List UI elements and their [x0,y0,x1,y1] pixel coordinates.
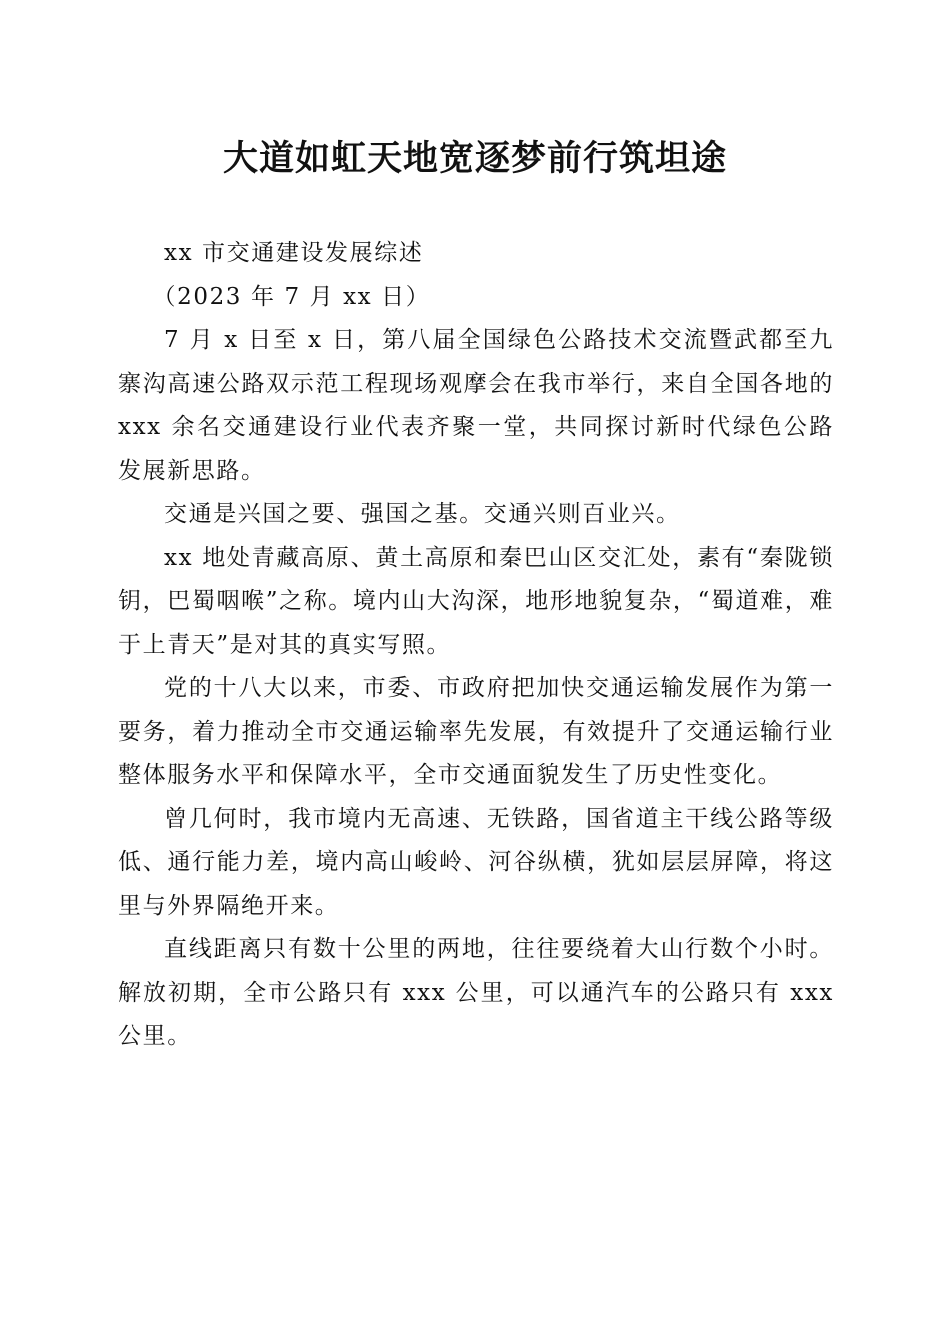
paragraph: 7 月 x 日至 x 日，第八届全国绿色公路技术交流暨武都至九寨沟高速公路双示范工程现场观摩会在我市举行，来自全国各地的 xxx 余名交通建设行业代表齐聚一堂，共同探讨新时代绿色公路发展新思路。 [118,327,834,484]
paragraph: xx 地处青藏高原、黄土高原和秦巴山区交汇处，素有“秦陇锁钥，巴蜀咽喉”之称。境内山大沟深，地形地貌复杂，“蜀道难，难于上青天”是对其的真实写照。 [118,544,834,658]
document-title: 大道如虹天地宽逐梦前行筑坦途 [222,138,727,179]
paragraph: 交通是兴国之要、强国之基。交通兴则百业兴。 [164,501,681,527]
paragraph: 曾几何时，我市境内无高速、无铁路，国省道主干线公路等级低、通行能力差，境内高山峻岭、河谷纵横，犹如层层屏障，将这里与外界隔绝开来。 [118,805,834,919]
document-date: （2023 年 7 月 xx 日） [152,283,431,310]
document-subtitle: xx 市交通建设发展综述 [164,240,424,266]
paragraph: 党的十八大以来，市委、市政府把加快交通运输发展作为第一要务，着力推动全市交通运输率先发展，有效提升了交通运输行业整体服务水平和保障水平，全市交通面貌发生了历史性变化。 [118,675,834,788]
document-body [118,232,834,1059]
paragraph: 直线距离只有数十公里的两地，往往要绕着大山行数个小时。解放初期，全市公路只有 xxx 公里，可以通汽车的公路只有 xxx 公里。 [118,936,834,1049]
